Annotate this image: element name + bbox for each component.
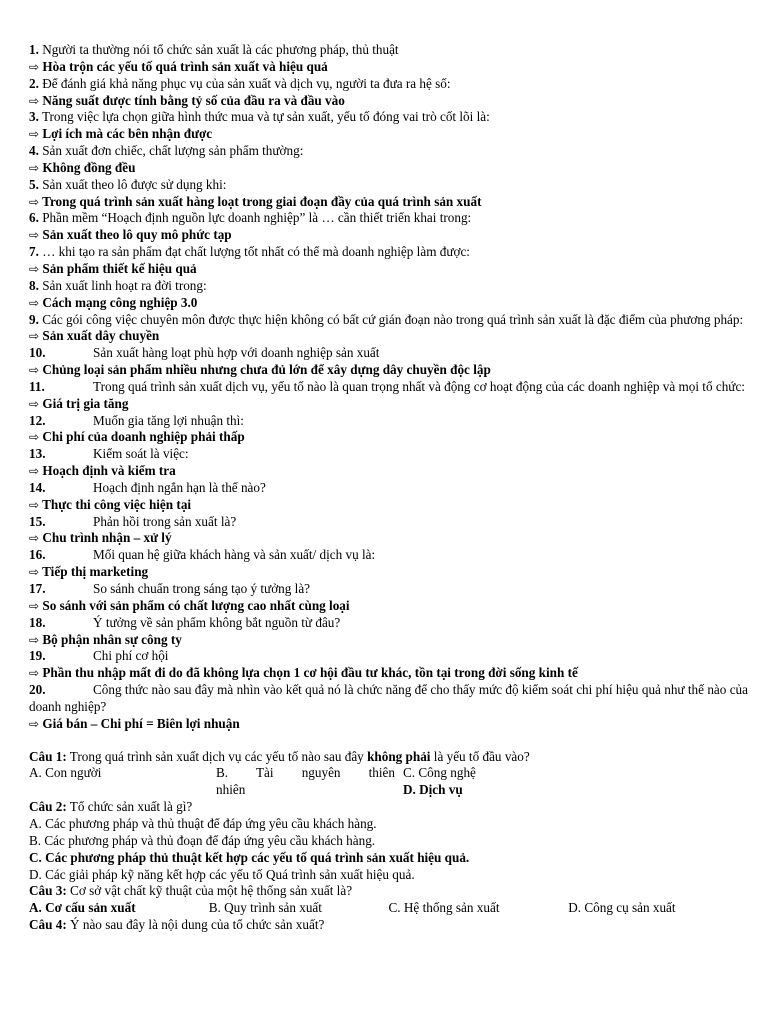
cau-text-end: là yếu tố đầu vào? <box>433 748 530 764</box>
question-4 <box>29 143 748 177</box>
document-page <box>29 42 748 934</box>
question-3 <box>29 109 748 143</box>
question-11 <box>29 379 748 413</box>
arrow-right-icon: ⇨ <box>29 59 40 74</box>
question-text: … khi tạo ra sản phẩm đạt chất lượng tốt nhất có thể mà doanh nghiệp làm được: <box>42 244 470 260</box>
option-b: B. Tài nguyên thiên <box>216 765 396 781</box>
arrow-right-icon: ⇨ <box>29 565 40 580</box>
option-a: A. Các phương pháp và thủ thuật để đáp ứng yêu cầu khách hàng. <box>29 815 377 831</box>
question-number: 20. <box>29 682 46 698</box>
question-14 <box>29 480 748 514</box>
answer-text: Tiếp thị marketing <box>42 564 149 580</box>
arrow-right-icon: ⇨ <box>29 598 40 613</box>
question-number: 9. <box>29 311 39 327</box>
question-16 <box>29 547 748 581</box>
arrow-right-icon: ⇨ <box>29 228 40 243</box>
question-1 <box>29 42 748 76</box>
question-text: Sản xuất đơn chiếc, chất lượng sản phẩm thường: <box>42 143 304 159</box>
question-number: 1. <box>29 42 39 57</box>
question-number: 7. <box>29 244 39 260</box>
option-d: D. Các giải pháp kỹ năng kết hợp các yếu tố Quá trình sản xuất hiệu quả. <box>29 866 415 882</box>
question-text: Muốn gia tăng lợi nhuận thì: <box>93 412 244 428</box>
arrow-right-icon: ⇨ <box>29 194 40 209</box>
question-number: 13. <box>29 446 46 462</box>
question-text: Trong việc lựa chọn giữa hình thức mua và tự sản xuất, yếu tố đóng vai trò cốt lõi là: <box>41 109 490 125</box>
cau-text: Trong quá trình sản xuất dịch vụ các yếu tố nào sau đây <box>69 748 364 764</box>
question-text: Chi phí cơ hội <box>93 648 169 664</box>
question-text: Người ta thường nói tổ chức sản xuất là các phương pháp, thủ thuật <box>42 42 399 57</box>
arrow-right-icon: ⇨ <box>29 464 40 479</box>
cau-text: Cơ sở vật chất kỹ thuật của một hệ thống sản xuất là? <box>70 883 353 899</box>
cau-text: Tổ chức sản xuất là gì? <box>69 799 193 815</box>
answer-text: Không đồng đều <box>42 159 136 175</box>
question-number: 5. <box>29 176 39 192</box>
question-12 <box>29 413 748 447</box>
question-number: 15. <box>29 513 46 529</box>
cau-text: Ý nào sau đây là nội dung của tổ chức sản xuất? <box>70 917 325 933</box>
question-number: 3. <box>29 109 39 125</box>
arrow-right-icon: ⇨ <box>29 430 40 445</box>
question-18 <box>29 615 748 649</box>
question-9 <box>29 312 748 346</box>
arrow-right-icon: ⇨ <box>29 666 40 681</box>
answer-text: Năng suất được tính bằng tỷ số của đầu ra và đầu vào <box>42 92 345 108</box>
question-19 <box>29 648 748 682</box>
answer-text: Sản xuất dây chuyền <box>42 328 160 344</box>
spacer <box>29 733 748 749</box>
question-17 <box>29 581 748 615</box>
arrow-right-icon: ⇨ <box>29 329 40 344</box>
answer-text: Trong quá trình sản xuất hàng loạt trong giai đoạn đầy của quá trình sản xuất <box>42 193 482 209</box>
question-7 <box>29 244 748 278</box>
question-number: 10. <box>29 345 46 361</box>
question-2 <box>29 76 748 110</box>
arrow-right-icon: ⇨ <box>29 716 40 731</box>
question-number: 16. <box>29 547 46 563</box>
option-a: A. Con người <box>29 765 102 781</box>
question-number: 11. <box>29 378 45 394</box>
question-number: 19. <box>29 648 46 664</box>
option-b: B. Các phương pháp và thủ đoạn để đáp ứng yêu cầu khách hàng. <box>29 832 376 848</box>
answer-text: Chủng loại sản phẩm nhiều nhưng chưa đủ lớn để xây dựng dây chuyền độc lập <box>42 362 491 378</box>
option-a: A. Cơ cấu sản xuất <box>29 900 136 916</box>
arrow-right-icon: ⇨ <box>29 127 40 142</box>
question-text: Sản xuất linh hoạt ra đời trong: <box>42 277 207 293</box>
question-number: 14. <box>29 479 46 495</box>
answer-text: Hoạch định và kiểm tra <box>42 463 176 479</box>
question-text: Để đánh giá khả năng phục vụ của sản xuất và dịch vụ, người ta đưa ra hệ số: <box>42 75 451 91</box>
answer-text: Chu trình nhận – xử lý <box>42 530 172 546</box>
cau-4 <box>29 917 748 934</box>
answer-text: So sánh với sản phẩm có chất lượng cao nhất cùng loại <box>42 597 350 613</box>
question-number: 17. <box>29 581 46 596</box>
answer-text: Thực thi công việc hiện tại <box>42 496 192 512</box>
cau-2 <box>29 799 748 883</box>
answer-text: Bộ phận nhân sự công ty <box>42 631 182 647</box>
option-c: C. Công nghệ <box>403 765 476 781</box>
question-number: 4. <box>29 143 39 159</box>
cau-label: Câu 4: <box>29 917 67 933</box>
question-text: Sản xuất theo lô được sử dụng khi: <box>42 176 227 192</box>
answer-text: Chi phí của doanh nghiệp phải thấp <box>42 429 245 445</box>
cau-label: Câu 3: <box>29 883 67 899</box>
cau-1 <box>29 749 748 800</box>
question-text: Ý tưởng về sản phẩm không bắt nguồn từ đâu? <box>93 614 341 630</box>
question-text: Kiểm soát là việc: <box>93 446 189 462</box>
question-13 <box>29 446 748 480</box>
question-number: 18. <box>29 614 46 630</box>
cau-label: Câu 1: <box>29 748 67 764</box>
question-text: Phản hồi trong sản xuất là? <box>93 513 237 529</box>
question-number: 12. <box>29 412 46 428</box>
answer-text: Cách mạng công nghiệp 3.0 <box>42 294 198 310</box>
question-5 <box>29 177 748 211</box>
question-text: So sánh chuẩn trong sáng tạo ý tưởng là? <box>93 581 311 596</box>
arrow-right-icon: ⇨ <box>29 497 40 512</box>
arrow-right-icon: ⇨ <box>29 160 40 175</box>
arrow-right-icon: ⇨ <box>29 363 40 378</box>
question-text: Mối quan hệ giữa khách hàng và sản xuất/ dịch vụ là: <box>93 547 376 563</box>
option-c: C. Hệ thống sản xuất <box>388 900 500 916</box>
question-number: 2. <box>29 75 39 91</box>
question-8 <box>29 278 748 312</box>
question-text: Sản xuất hàng loạt phù hợp với doanh nghiệp sản xuất <box>93 345 380 361</box>
arrow-right-icon: ⇨ <box>29 396 40 411</box>
answer-text: Sản xuất theo lô quy mô phức tạp <box>42 227 232 243</box>
arrow-right-icon: ⇨ <box>29 531 40 546</box>
answer-text: Giá trị gia tăng <box>42 395 129 411</box>
question-text: Các gói công việc chuyên môn được thực hiện không có bất cứ gián đoạn nào trong quá trình sản xuất là đặc điểm của phương pháp: <box>42 311 744 327</box>
answer-text: Hòa trộn các yếu tố quá trình sản xuất và hiệu quả <box>42 58 328 74</box>
arrow-right-icon: ⇨ <box>29 261 40 276</box>
cau-text-emphasis: không phải <box>367 748 431 764</box>
answer-text: Sản phẩm thiết kế hiệu quả <box>42 260 197 276</box>
arrow-right-icon: ⇨ <box>29 632 40 647</box>
question-text: Phần mềm “Hoạch định nguồn lực doanh nghiệp” là … cần thiết triển khai trong: <box>42 210 472 226</box>
arrow-right-icon: ⇨ <box>29 93 40 108</box>
question-number: 6. <box>29 210 39 226</box>
option-b: B. Quy trình sản xuất <box>208 900 322 916</box>
option-d: D. Dịch vụ <box>403 782 463 798</box>
question-10 <box>29 345 748 379</box>
question-text: Công thức nào sau đây mà nhìn vào kết quả nó là chức năng để cho thấy mức độ kiểm soát chi phí hiệu quả như thế nào của doanh nghiệp? <box>29 682 748 714</box>
question-number: 8. <box>29 277 39 293</box>
answer-text: Lợi ích mà các bên nhận được <box>42 126 213 142</box>
option-c: C. Các phương pháp thủ thuật kết hợp các yếu tố quá trình sản xuất hiệu quả. <box>29 849 470 865</box>
question-20 <box>29 682 748 733</box>
answer-text: Giá bán – Chi phí = Biên lợi nhuận <box>42 715 240 731</box>
answer-text: Phần thu nhập mất đi do đã không lựa chọn 1 cơ hội đầu tư khác, tồn tại trong đời sống kinh tế <box>42 665 578 681</box>
options-row <box>29 900 748 917</box>
option-b-continued: nhiên <box>216 782 246 798</box>
options-row <box>29 765 748 782</box>
question-text: Trong quá trình sản xuất dịch vụ, yếu tố nào là quan trọng nhất và động cơ hoạt động của các doanh nghiệp và mọi tổ chức: <box>93 378 745 394</box>
cau-3 <box>29 883 748 917</box>
question-6 <box>29 210 748 244</box>
question-text: Hoạch định ngắn hạn là thế nào? <box>93 479 266 495</box>
arrow-right-icon: ⇨ <box>29 295 40 310</box>
option-d: D. Công cụ sản xuất <box>568 900 676 916</box>
question-15 <box>29 514 748 548</box>
options-row-2 <box>29 782 748 799</box>
cau-label: Câu 2: <box>29 799 67 815</box>
